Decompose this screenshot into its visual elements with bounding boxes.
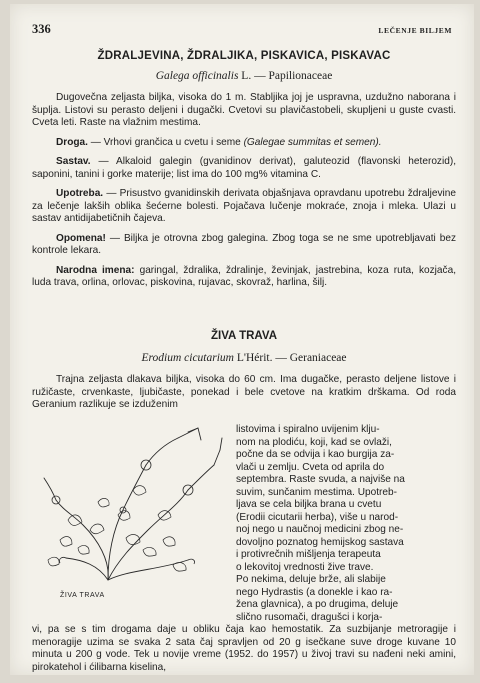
upotreba-text: — Prisustvo gvanidinskih derivata objašnjava opravdanu upotrebu ždraljevine za lečenje lakših oblika šećerne bolesti. Pojačava lučenje mokraće, znoja i mleka. Ulazi u sastav antidijabetičnih čajeva. (32, 188, 456, 224)
text-line: vlači u zemlju. Cveta od aprila do (236, 461, 385, 473)
text-line: nego Hydrastis (a donekle i kao ra- (236, 586, 393, 598)
wrapped-text-column (236, 424, 456, 624)
latin-author: L. — Papilionaceae (241, 70, 333, 82)
narodna-text: garingal, ždralika, ždralinje, ževinjak, jastrebina, koza ruta, kozjača, luda trava, orlina, orlovac, piskovina, rujavac, skovraž, harlina, šilj. (32, 264, 456, 288)
text-line: žena glavnica), a po drugima, deluje (236, 599, 399, 610)
intro-paragraph: Trajna zeljasta dlakava biljka, visoka do 60 cm. Ima dugačke, perasto deljene listove i ružičaste, crvenkaste, ljubičaste, ponekad i bele cvetove na kratkim drškama. Od roda Geranium razlikuje se izduženim (32, 374, 456, 410)
opomena-label: Opomena! (56, 232, 106, 244)
narodna-paragraph (32, 265, 456, 290)
opomena-paragraph (32, 233, 456, 258)
droga-latin: (Galegae summitas et semen). (243, 136, 382, 148)
text-line: suvim, sunčanim mestima. Upotreb- (236, 486, 397, 498)
sastav-label: Sastav. (56, 156, 91, 167)
entry-title: ŽDRALJEVINA, ŽDRALJIKA, PISKAVICA, PISKAVAC (97, 50, 391, 62)
text-line: ljava se cela biljka brana u cvetu (236, 499, 382, 510)
figure-caption: ŽIVA TRAVA (60, 592, 105, 599)
latin-author: L'Hérit. — Geraniaceae (236, 352, 347, 364)
entry-erodium (32, 330, 456, 412)
opomena-text: — Biljka je otrovna zbog galegina. Zbog toga se ne sme upotrebljavati bez kontrole lekara. (32, 232, 456, 256)
latin-name-line (32, 352, 456, 364)
text-line: počne da se odvija i kao burgija za- (236, 449, 395, 460)
droga-label: Droga. (56, 136, 88, 148)
plant-illustration (38, 420, 228, 590)
narodna-label: Narodna imena: (56, 264, 135, 276)
entry-title: ŽIVA TRAVA (210, 330, 277, 342)
entry-galega (32, 50, 456, 290)
droga-text: — Vrhovi grančica u cvetu i seme (87, 136, 244, 148)
running-title: LEČENJE BILJEM (378, 26, 452, 35)
text-line: o lekovitoj vrednosti žive trave. (236, 561, 374, 573)
droga-paragraph (32, 137, 456, 150)
upotreba-label: Upotreba. (56, 188, 104, 199)
text-line: listovima i spiralno uvijenim klju- (236, 424, 380, 435)
text-line: nom na plodiću, koji, kad se ovlaži, (236, 436, 392, 448)
description-paragraph: Dugovečna zeljasta biljka, visoka do 1 m. Stabljika joj je uspravna, uzdužno naborana i šuplja. Listovi su perasto deljeni i dugački. Cvetovi su plavičastobeli, skupljeni u guste cvasti. Cveta leti. Raste na vlažnim mestima. (32, 92, 456, 128)
book-page (10, 4, 474, 675)
upotreba-paragraph (32, 188, 456, 226)
text-line: (Erodii cicutarii herba), više u narod- (236, 511, 399, 523)
text-line: slično rusomači, dragušci i korja- (236, 611, 383, 623)
latin-name-line (32, 70, 456, 82)
page-number: 336 (32, 22, 51, 36)
latin-name: Galega officinalis (155, 70, 239, 82)
latin-name: Erodium cicutarium (141, 352, 234, 364)
continuation-paragraph: vi, pa se s tim drogama daje u obliku čaja kao hemostatik. Za suzbijanje metroragije i menoragije uzima se svaka 2 sata čaj spravljen od 20 g isečkane suve droge kuvane 10 minuta u 200 g vode. Tek u novije vreme (1952. do 1957) u živoj travi su nađeni neki amini, pirokatehol i ćilibarna kiselina, (32, 624, 456, 673)
text-line: Po nekima, deluje brže, ali slabije (236, 574, 386, 585)
text-line: noj nego u naučnoj medicini zbog ne- (236, 524, 404, 535)
sastav-paragraph (32, 156, 456, 181)
sastav-text: — Alkaloid galegin (gvanidinov derivat), galuteozid (flavonski heterozid), saponini, tanini i gorke materije; list ima do 100 mg% vitamina C. (32, 156, 456, 180)
text-line: dovoljno poznatog hemijskog sastava (236, 536, 404, 548)
running-head (32, 22, 452, 37)
text-line: septembra. Raste svuda, a najviše na (236, 474, 405, 485)
text-line: i protivrečnih mišljenja terapeuta (236, 549, 381, 560)
